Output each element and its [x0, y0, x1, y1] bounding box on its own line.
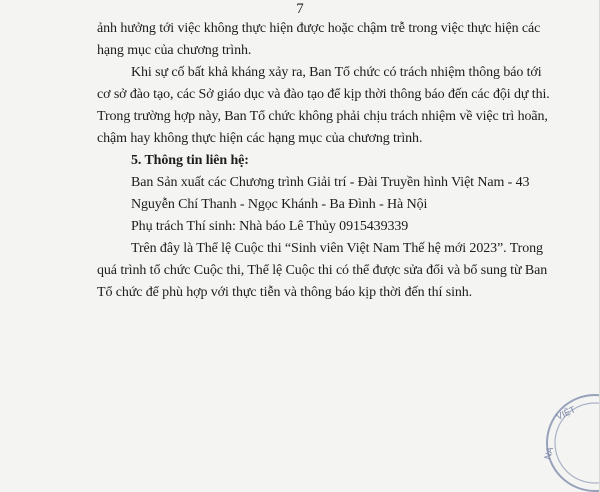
paragraph-line: chậm hay không thực hiện các hạng mục của chương trình.: [97, 131, 423, 146]
paragraph-line: Trên đây là Thể lệ Cuộc thi “Sinh viên Việt Nam Thế hệ mới 2023”. Trong: [131, 241, 543, 256]
paragraph-line: Khi sự cố bất khả kháng xảy ra, Ban Tổ chức có trách nhiệm thông báo tới: [131, 65, 542, 80]
paragraph-line: Trong trường hợp này, Ban Tổ chức không phải chịu trách nhiệm về việc trì hoãn,: [97, 109, 548, 124]
paragraph-line: ảnh hưởng tới việc không thực hiện được hoặc chậm trễ trong việc thực hiện các: [97, 21, 541, 36]
contact-line: Phụ trách Thí sinh: Nhà báo Lê Thủy 0915439339: [131, 219, 409, 234]
paragraph-line: hạng mục của chương trình.: [97, 43, 252, 58]
official-seal: [540, 388, 600, 492]
contact-line: Ban Sản xuất các Chương trình Giải trí - Đài Truyền hình Việt Nam - 43: [131, 175, 530, 190]
seal-text-top: VIỆT: [554, 404, 577, 422]
section-heading: 5. Thông tin liên hệ:: [131, 153, 249, 168]
seal-text-bottom: NA: [542, 445, 556, 461]
contact-line: Nguyễn Chí Thanh - Ngọc Khánh - Ba Đình - Hà Nội: [131, 197, 428, 212]
paragraph-line: Tổ chức để phù hợp với thực tiễn và thông báo kịp thời đến thí sinh.: [97, 285, 473, 300]
page-number: 7: [296, 1, 304, 17]
paragraph-line: cơ sở đào tạo, các Sở giáo dục và đào tạo để kịp thời thông báo đến các đội dự thi.: [97, 87, 550, 102]
paragraph-line: quá trình tổ chức Cuộc thi, Thể lệ Cuộc thi có thể được sửa đổi và bổ sung từ Ban: [97, 263, 548, 278]
